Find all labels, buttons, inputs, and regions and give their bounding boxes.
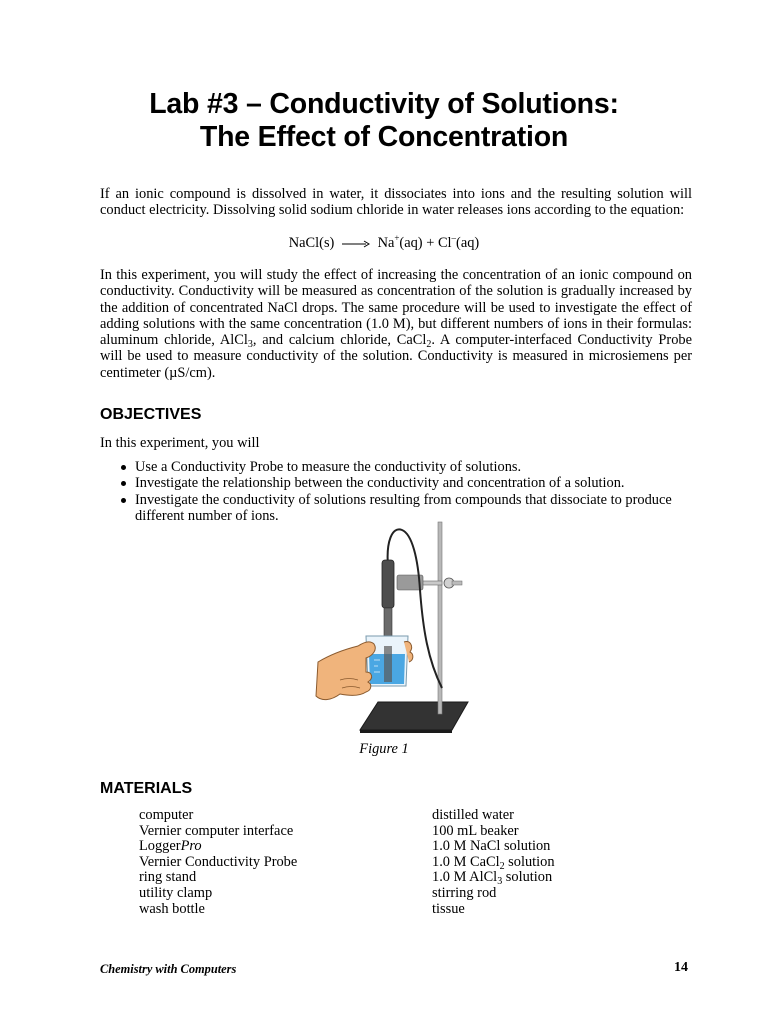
list-item: LoggerPro [139, 838, 202, 855]
equation-reactant: NaCl(s) [288, 235, 335, 251]
objectives-list [118, 459, 678, 524]
list-item: 100 mL beaker [432, 822, 519, 839]
list-item: utility clamp [139, 884, 213, 901]
figure-1-illustration [300, 520, 490, 738]
list-item: Vernier computer interface [139, 822, 294, 839]
list-item: computer [139, 807, 194, 823]
equation-arrow-icon [342, 235, 370, 253]
list-item: 1.0 M CaCl$_2$ solution [432, 853, 555, 872]
title-line-2: The Effect of Concentration [199, 121, 569, 153]
list-item: wash bottle [139, 900, 205, 917]
equation-product-chloride: Cl–(aq) [437, 233, 480, 251]
stand-base [360, 702, 468, 730]
page-title [0, 88, 768, 154]
footer-page-number: 14 [674, 960, 688, 975]
materials-left-list [139, 808, 297, 917]
intro-paragraph: If an ionic compound is dissolved in water, it dissociates into ions and the resulting solution will conduct electricity. Dissolving solid sodium chloride in water releases ions according to the equation: [100, 186, 692, 219]
experiment-paragraph: In this experiment, you will study the effect of increasing the concentration of an ionic compound on conductivity. Conductivity will be measured as concentration of the solution is gradually increased by the addition of concentrated NaCl drops. The same procedure will be used to investigate the effect of adding solutions with the same concentration (1.0 M), but different numbers of ions in their formulas: aluminum chloride, AlCl$_3$, and calcium chloride, CaCl$_2$. A computer-interfaced Conductivity Probe will be used to measure conductivity of the solution. Conductivity is measured in microsiemens per centimeter (µS/cm). [100, 267, 692, 381]
stand-base-edge [360, 730, 452, 733]
hand-icon [316, 642, 375, 700]
list-item: 1.0 M NaCl solution [432, 838, 551, 855]
conductivity-apparatus-icon [300, 520, 490, 738]
probe-handle [382, 560, 394, 608]
materials-heading: MATERIALS [100, 780, 193, 797]
equation-plus: + [426, 235, 435, 251]
objectives-intro: In this experiment, you will [100, 435, 260, 451]
materials-right-list [432, 808, 555, 917]
dissociation-equation [0, 234, 768, 253]
list-item: Vernier Conductivity Probe [139, 853, 298, 870]
list-item: 1.0 M AlCl$_3$ solution [432, 869, 553, 888]
figure-caption: Figure 1 [359, 741, 409, 757]
list-item: Investigate the conductivity of solutions resulting from compounds that dissociate to produce different number of ions. [118, 492, 678, 525]
list-item: tissue [432, 900, 465, 917]
list-item: Use a Conductivity Probe to measure the conductivity of solutions. [118, 459, 678, 475]
list-item: distilled water [432, 807, 514, 823]
objectives-heading: OBJECTIVES [100, 406, 202, 423]
title-line-1: Lab #3 – Conductivity of Solutions: [149, 88, 619, 120]
footer-book-title: Chemistry with Computers [100, 962, 237, 976]
list-item: stirring rod [432, 884, 497, 901]
list-item: ring stand [139, 869, 197, 886]
list-item: Investigate the relationship between the conductivity and concentration of a solution. [118, 475, 678, 491]
equation-product-sodium: Na+(aq) [377, 233, 423, 251]
